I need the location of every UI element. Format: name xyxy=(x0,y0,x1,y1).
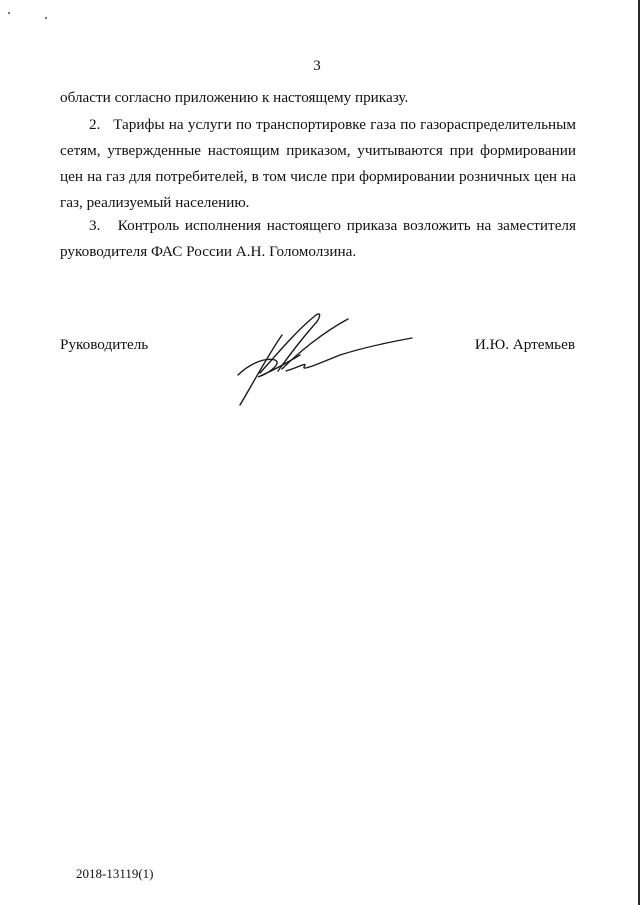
paragraph-item-3: 3. Контроль исполнения настоящего приказа возложить на заместителя руководителя ФАС России А.Н. Голомолзина. xyxy=(60,217,576,260)
signatory-title: Руководитель xyxy=(60,336,149,353)
signatory-name: И.Ю. Артемьев xyxy=(474,336,575,353)
page-number: 3 xyxy=(313,58,321,74)
paragraph-continuation: области согласно приложению к настоящему приказу. xyxy=(60,89,409,106)
paragraph-item-2: 2. Тарифы на услуги по транспортировке газа по газораспределительным сетям, утвержденные настоящим приказом, учитываются при формировании цен на газ для потребителей, в том числе при формировании розничных цен на газ, реализуемый населению. xyxy=(60,116,576,211)
scan-speck xyxy=(45,17,47,19)
scan-speck xyxy=(8,12,10,14)
registration-number: 2018-13119(1) xyxy=(76,866,154,881)
handwritten-signature xyxy=(230,305,420,410)
